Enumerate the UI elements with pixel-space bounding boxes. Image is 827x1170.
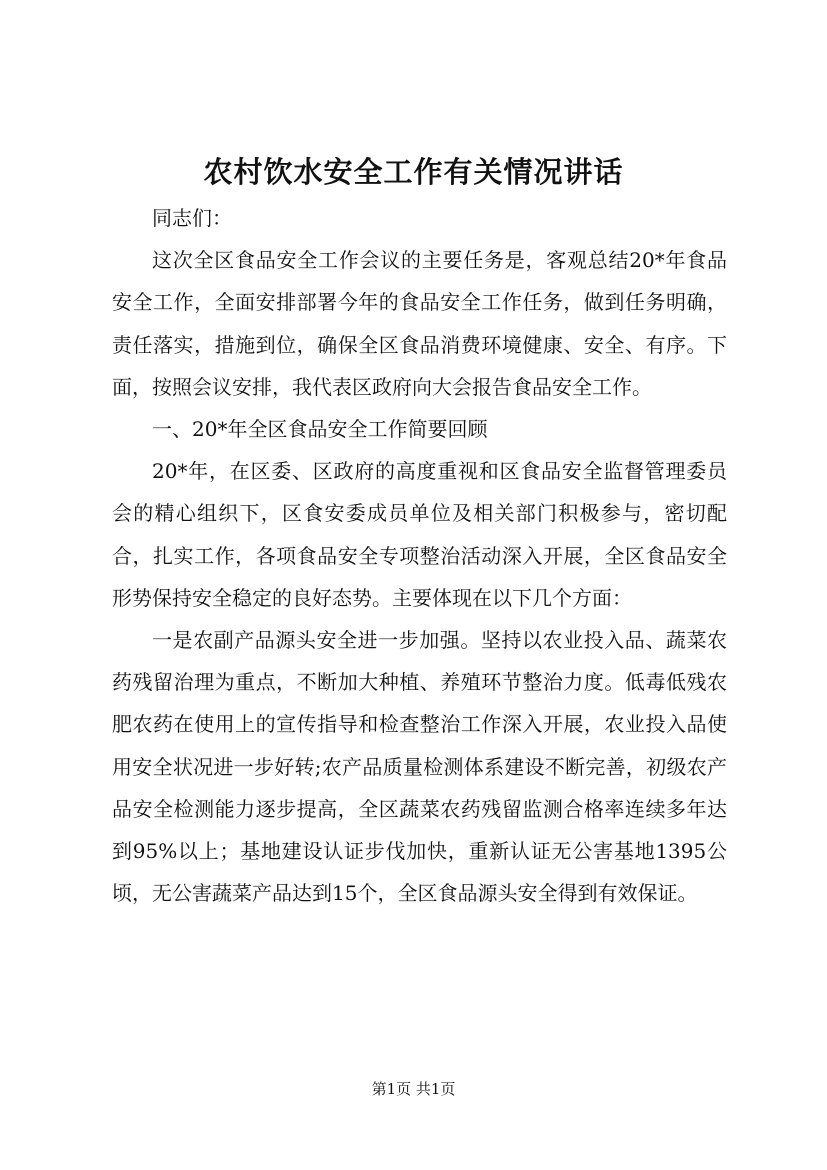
section-heading: 一、20*年全区食品安全工作简要回顾 xyxy=(152,417,488,442)
paragraph-source-safety: 一是农副产品源头安全进一步加强。坚持以农业投入品、蔬菜农药残留治理为重点，不断加大种植、养殖环节整治力度。低毒低残农肥农药在使用上的宣传指导和检查整治工作深入开展，农业投入品使用安全状况进一步好转;农产品质量检测体系建设不断完善，初级农产品安全检测能力逐步提高，全区蔬菜农药残留监测合格率连续多年达到95%以上；基地建设认证步伐加快，重新认证无公害基地1395公顷，无公害蔬菜产品达到15个，全区食品源头安全得到有效保证。 xyxy=(112,628,727,906)
paragraph-intro: 这次全区食品安全工作会议的主要任务是，客观总结20*年食品安全工作，全面安排部署今年的食品安全工作任务，做到任务明确，责任落实，措施到位，确保全区食品消费环境健康、安全、有序。下面，按照会议安排，我代表区政府向大会报告食品安全工作。 xyxy=(112,248,727,399)
salutation: 同志们： xyxy=(152,206,232,230)
document-title: 农村饮水安全工作有关情况讲话 xyxy=(203,155,624,189)
page-footer: 第1页 共1页 xyxy=(371,1080,456,1098)
paragraph-review: 20*年，在区委、区政府的高度重视和区食品安全监督管理委员会的精心组织下，区食安委成员单位及相关部门积极参与，密切配合，扎实工作，各项食品安全专项整治活动深入开展，全区食品安全形势保持安全稳定的良好态势。主要体现在以下几个方面： xyxy=(112,459,727,610)
document-body xyxy=(112,197,727,914)
